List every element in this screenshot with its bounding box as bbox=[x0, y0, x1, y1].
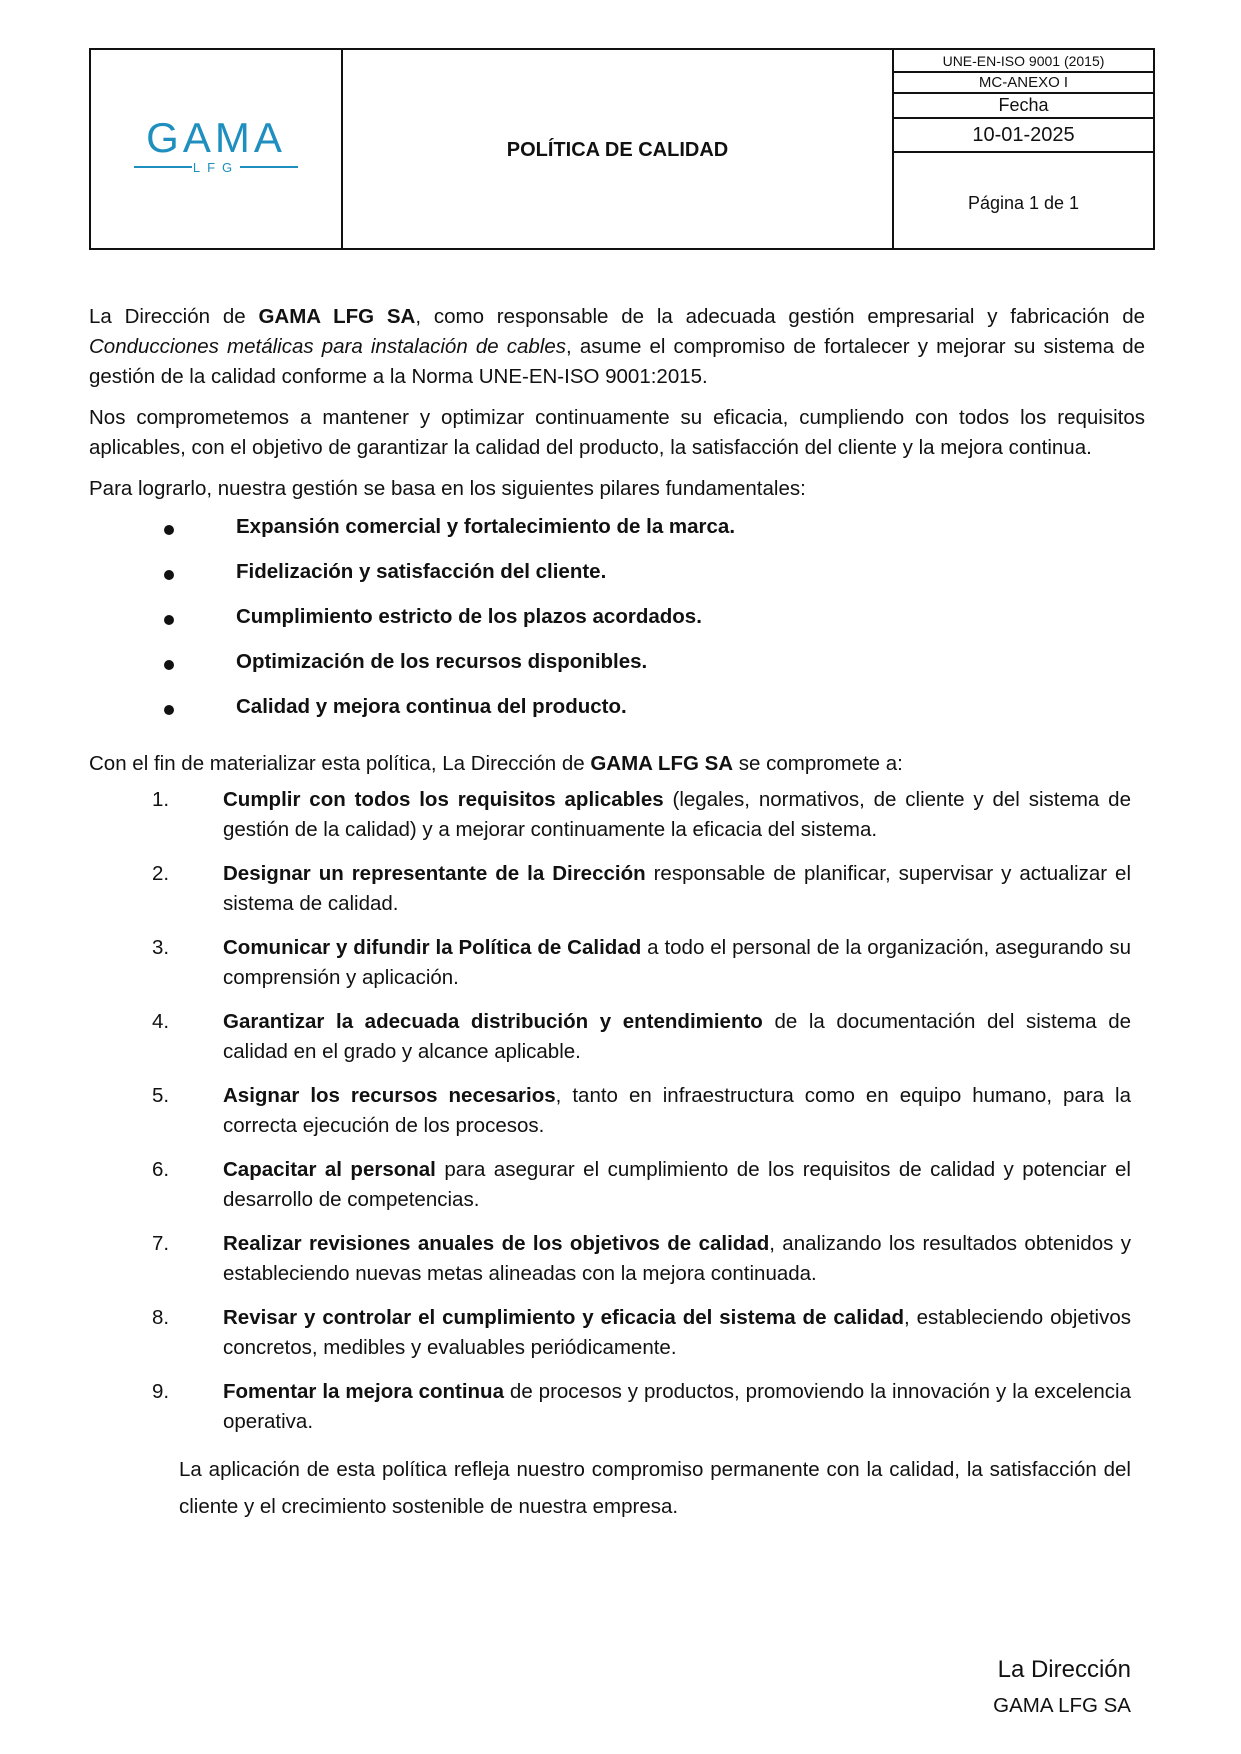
logo-sub-text: LFG bbox=[192, 160, 240, 175]
date-value: 10-01-2025 bbox=[894, 119, 1153, 153]
list-item: 8. Revisar y controlar el cumplimiento y eficacia del sistema de calidad, estableciendo objetivos concretos, medibles y evaluables periódicamente. bbox=[152, 1306, 1131, 1359]
logo-cell bbox=[91, 50, 343, 248]
bullet-icon bbox=[164, 525, 174, 535]
company-logo bbox=[126, 114, 306, 184]
company-name: GAMA LFG SA bbox=[590, 752, 734, 775]
list-item: 1. Cumplir con todos los requisitos aplicables (legales, normativos, de cliente y del sistema de gestión de la calidad) y a mejorar continuamente la eficacia del sistema. bbox=[152, 788, 1131, 841]
commitments-list bbox=[89, 785, 1145, 1437]
logo-main-text: GAMA bbox=[146, 114, 286, 161]
list-item: Cumplimiento estricto de los plazos acordados. bbox=[89, 602, 1145, 647]
signature-title: La Dirección bbox=[997, 1656, 1131, 1683]
product-name: Conducciones metálicas para instalación de cables bbox=[89, 335, 567, 358]
document-title: POLÍTICA DE CALIDAD bbox=[343, 50, 894, 248]
bullet-icon bbox=[164, 615, 174, 625]
commitments-intro: Con el fin de materializar esta política, La Dirección de GAMA LFG SA se compromete a: bbox=[89, 752, 903, 775]
pillars-list bbox=[89, 512, 1145, 737]
list-item: 7. Realizar revisiones anuales de los objetivos de calidad, analizando los resultados obtenidos y estableciendo nuevas metas alineadas con la mejora continuada. bbox=[152, 1232, 1131, 1285]
signature-company: GAMA LFG SA bbox=[993, 1694, 1131, 1717]
list-item: 2. Designar un representante de la Dirección responsable de planificar, supervisar y actualizar el sistema de calidad. bbox=[152, 862, 1132, 915]
intro-paragraph-1: La Dirección de GAMA LFG SA, como responsable de la adecuada gestión empresarial y fabricación de Conducciones metálicas para instalación de cables, asume el compromiso de fortalecer y mejorar su sistema de gestión de la calidad conforme a la Norma UNE-EN-ISO 9001:2015. bbox=[89, 305, 1146, 388]
bullet-icon bbox=[164, 660, 174, 670]
bullet-icon bbox=[164, 705, 174, 715]
bullet-icon bbox=[164, 570, 174, 580]
list-item: 5. Asignar los recursos necesarios, tanto en infraestructura como en equipo humano, para la correcta ejecución de los procesos. bbox=[152, 1084, 1132, 1137]
standard-code: UNE-EN-ISO 9001 (2015) bbox=[894, 50, 1153, 73]
list-item: Optimización de los recursos disponibles. bbox=[89, 647, 1145, 692]
document-meta bbox=[894, 50, 1153, 248]
document-header bbox=[89, 48, 1155, 250]
document-body bbox=[89, 302, 1145, 1536]
annex-code: MC-ANEXO I bbox=[894, 73, 1153, 94]
list-item: Calidad y mejora continua del producto. bbox=[89, 692, 1145, 737]
closing-paragraph: La aplicación de esta política refleja nuestro compromiso permanente con la calidad, la satisfacción del cliente y el crecimiento sostenible de nuestra empresa. bbox=[179, 1458, 1131, 1518]
list-item: Expansión comercial y fortalecimiento de la marca. bbox=[89, 512, 1145, 557]
company-name: GAMA LFG SA bbox=[258, 305, 416, 328]
date-label: Fecha bbox=[894, 94, 1153, 119]
list-item: Fidelización y satisfacción del cliente. bbox=[89, 557, 1145, 602]
list-item: 3. Comunicar y difundir la Política de Calidad a todo el personal de la organización, asegurando su comprensión y aplicación. bbox=[152, 936, 1131, 989]
list-item: 9. Fomentar la mejora continua de procesos y productos, promoviendo la innovación y la excelencia operativa. bbox=[152, 1380, 1131, 1433]
page-number: Página 1 de 1 bbox=[967, 193, 1080, 213]
intro-paragraph-2: Nos comprometemos a mantener y optimizar continuamente su eficacia, cumpliendo con todos los requisitos aplicables, con el objetivo de garantizar la calidad del producto, la satisfacción del cliente y la mejora continua. bbox=[89, 406, 1145, 459]
list-item: 6. Capacitar al personal para asegurar el cumplimiento de los requisitos de calidad y potenciar el desarrollo de competencias. bbox=[152, 1158, 1131, 1211]
intro-paragraph-3: Para lograrlo, nuestra gestión se basa en los siguientes pilares fundamentales: bbox=[89, 477, 806, 500]
list-item: 4. Garantizar la adecuada distribución y entendimiento de la documentación del sistema de calidad en el grado y alcance aplicable. bbox=[152, 1010, 1131, 1063]
